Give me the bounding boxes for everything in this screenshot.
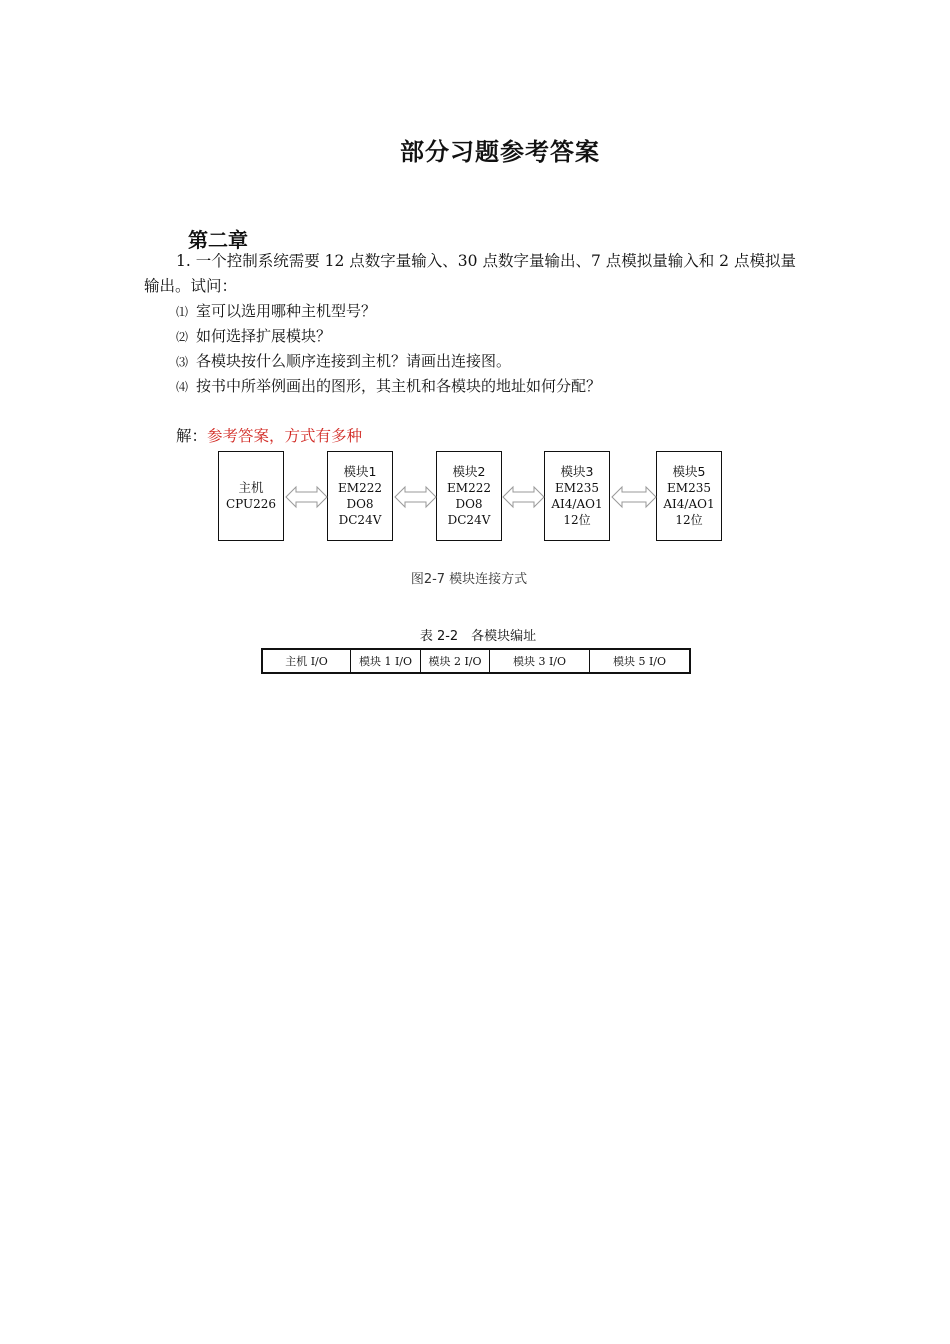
question-text-line1: 1. 一个控制系统需要 12 点数字量输入、30 点数字量输出、7 点模拟量输入和 2 点模拟量 xyxy=(176,252,796,270)
module-spec: DC24V xyxy=(447,513,491,527)
module-name: 模块5 xyxy=(672,464,706,479)
double-arrow-icon xyxy=(285,485,328,509)
sub-question-3 xyxy=(176,349,511,375)
table-header-cell: 模块 5 I/O xyxy=(590,649,691,673)
module-box-2 xyxy=(436,451,502,541)
sub-question-text: 按书中所举例画出的图形，其主机和各模块的地址如何分配？ xyxy=(196,377,602,395)
module-spec: AI4/AO1 xyxy=(551,497,603,511)
sub-question-text: 如何选择扩展模块？ xyxy=(196,327,332,345)
answer-line xyxy=(176,424,362,446)
module-box-3 xyxy=(544,451,610,541)
module-spec: EM222 xyxy=(338,481,382,495)
sub-question-2 xyxy=(176,324,331,350)
page-title: 部分习题参考答案 xyxy=(400,137,600,166)
module-name: 模块3 xyxy=(560,464,594,479)
answer-label: 解： xyxy=(176,427,208,445)
module-name: 模块1 xyxy=(343,464,377,479)
sub-question-number: ⑶ xyxy=(176,355,189,369)
sub-question-text: 室可以选用哪种主机型号？ xyxy=(196,302,377,320)
module-spec: DO8 xyxy=(455,497,483,511)
module-spec: 12位 xyxy=(563,513,591,527)
module-spec: DC24V xyxy=(338,513,382,527)
module-spec: DO8 xyxy=(346,497,374,511)
sub-question-1 xyxy=(176,299,376,325)
double-arrow-icon xyxy=(502,485,545,509)
sub-question-number: ⑵ xyxy=(176,330,189,344)
module-spec: 12位 xyxy=(675,513,703,527)
sub-question-number: ⑴ xyxy=(176,305,189,319)
table-caption: 表 2-2 各模块编址 xyxy=(419,629,537,644)
module-spec: EM235 xyxy=(667,481,711,495)
module-box-1 xyxy=(327,451,393,541)
answer-text: 参考答案，方式有多种 xyxy=(207,427,363,445)
question-text-line2: 输出。试问： xyxy=(144,277,238,295)
module-name: 主机 xyxy=(238,480,264,495)
io-address-table xyxy=(261,648,691,674)
module-name: 模块2 xyxy=(452,464,486,479)
double-arrow-icon xyxy=(611,485,657,509)
module-spec: CPU226 xyxy=(225,497,277,511)
module-spec: EM235 xyxy=(555,481,599,495)
module-box-host xyxy=(218,451,284,541)
module-spec: AI4/AO1 xyxy=(663,497,715,511)
table-header-cell: 模块 2 I/O xyxy=(421,649,490,673)
sub-question-number: ⑷ xyxy=(176,380,189,394)
chapter-heading: 第二章 xyxy=(188,228,248,252)
module-box-5 xyxy=(656,451,722,541)
sub-question-text: 各模块按什么顺序连接到主机？请画出连接图。 xyxy=(196,352,512,370)
figure-caption: 图2-7 模块连接方式 xyxy=(410,572,528,587)
table-header-cell: 模块 3 I/O xyxy=(490,649,590,673)
double-arrow-icon xyxy=(394,485,437,509)
table-header-cell: 模块 1 I/O xyxy=(351,649,421,673)
table-header-cell: 主机 I/O xyxy=(262,649,351,673)
table-row xyxy=(262,649,690,673)
module-spec: EM222 xyxy=(447,481,491,495)
sub-question-4 xyxy=(176,374,601,400)
